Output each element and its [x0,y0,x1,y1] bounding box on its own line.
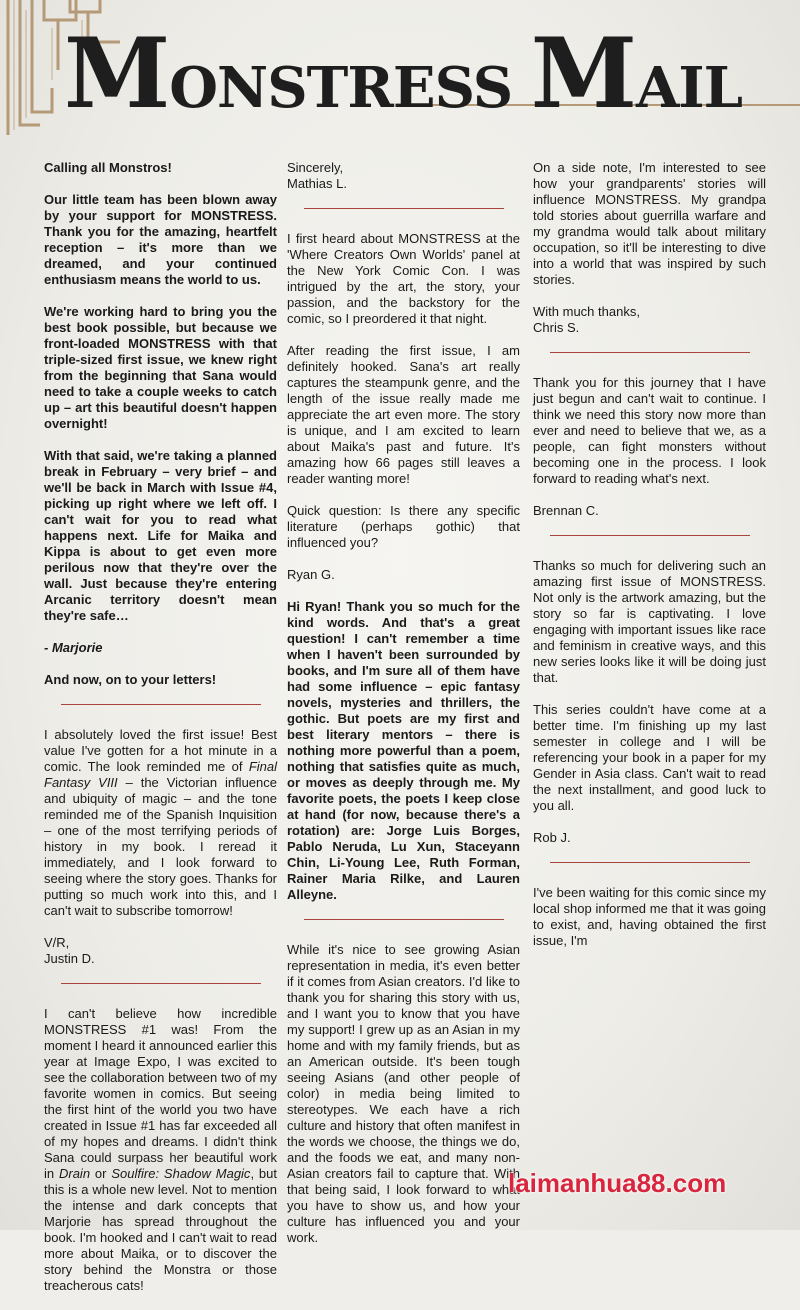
letter-justin-signature: V/R, Justin D. [44,935,95,966]
letter-rob-paragraph: Thanks so much for delivering such an amazing first issue of MONSTRESS. Not only is the artwork amazing, but the story so far is captivating. I love engaging with important issues like race and feminism in creative ways, and this new series looks like it will be doing just that. [533,558,766,685]
letter-separator [550,352,750,353]
letter-brennan-paragraph: Thank you for this journey that I have just begun and can't wait to continue. I think we need this story now more than ever and need to believe that we, as a people, can fight monsters without becoming one in the process. I look forward to reading what's next. [533,375,766,486]
letter-separator [304,919,504,920]
intro-greeting: Calling all Monstros! [44,160,172,175]
letter-separator [550,862,750,863]
letter-ryan-paragraph: Quick question: Is there any specific literature (perhaps gothic) that influenced you? [287,503,520,550]
column-1 [44,160,277,1310]
letter-rob-signature: Rob J. [533,830,571,845]
intro-paragraph: We're working hard to bring you the best book possible, but because we front-loaded MONSTRESS with that triple-sized first issue, we knew right from the beginning that Sana would need to take a couple weeks to catch up – art this beautiful doesn't happen overnight! [44,304,277,431]
letter-separator [550,535,750,536]
letter-separator [61,704,261,705]
letter-mathias-body: I can't believe how incredible MONSTRESS #1 was! From the moment I heard it announced earlier this year at Image Expo, I was excited to see the collaboration between two of my favorite women in comics. But seeing the first hint of the world you two have created in Issue #1 has far exceeded all of my hopes and dreams. I didn't think Sana could surpass her beautiful work in Drain or Soulfire: Shadow Magic, but this is a whole new level. Not to mention the intense and dark concepts that Marjorie has spread throughout the book. I'm hooked and I can't wait to read more about Maika, or to discover the story behind the Monstra or those treacherous cats! [44,1006,277,1293]
column-3 [533,160,766,965]
letter-separator [61,983,261,984]
letter-mathias-signature: Sincerely, Mathias L. [287,160,347,191]
letter-ryan-signature: Ryan G. [287,567,335,582]
letter-separator [304,208,504,209]
letter-chris-paragraph: On a side note, I'm interested to see how your grandparents' stories will influence MONSTRESS. My grandpa told stories about guerrilla warfare and my grandma would talk about military occupation, so it'll be interesting to dive into a world that was inspired by such stories. [533,160,766,287]
intro-outro: And now, on to your letters! [44,672,217,687]
letter-ryan-paragraph: I first heard about MONSTRESS at the 'Where Creators Own Worlds' panel at the New York Comic Con. I was intrigued by the art, the story, your passion, and the backstory for the comic, so I preordered it that night. [287,231,520,326]
intro-paragraph: With that said, we're taking a planned break in February – very brief – and we'll be back in March with Issue #4, picking up right where we left off. I can't wait for you to read what happens next. Life for Maika and Kippa is about to get even more perilous now that they're over the wall. Just because they're entering Arcanic territory doesn't mean they're safe… [44,448,277,623]
letter-rob-paragraph: This series couldn't have come at a better time. I'm finishing up my last semester in college and I will be referencing your book in a paper for my Gender in Asia class. Can't wait to read the next installment, and good luck to you all. [533,702,766,813]
letter-justin-body: I absolutely loved the first issue! Best value I've gotten for a hot minute in a comic. The look reminded me of Final Fantasy VIII – the Victorian influence and ubiquity of magic – and the tone reminded me of the Spanish Inquisition – one of the most terrifying periods of history in my book. I reread it immediately, and I look forward to seeing where the story goes. Thanks for putting so much work into this, and I can't wait to subscribe tomorrow! [44,727,277,918]
masthead-title: MONSTRESS MAIL [64,17,743,130]
letter-ryan-paragraph: After reading the first issue, I am definitely hooked. Sana's art really captures the steampunk genre, and the length of the issue really made me appreciate the art even more. The story is unique, and I am excited to learn about Maika's past and future. It's amazing how 66 pages still leaves a reader wanting more! [287,343,520,486]
intro-paragraph: Our little team has been blown away by your support for MONSTRESS. Thank you for the amazing, heartfelt reception – it's more than we dreamed, and your continued enthusiasm means the world to us. [44,192,277,287]
letter-chris-signature: With much thanks, Chris S. [533,304,640,335]
column-2 [287,160,520,1262]
letter-chris-paragraph: While it's nice to see growing Asian representation in media, it's even better if it comes from Asian creators. I'd like to thank you for sharing this story with us, and I want you to know that you have my support! I grew up as an Asian in my home and with my family friends, but as an American outside. It's been tough seeing Asians (and other people of color) in media being limited to stereotypes. We each have a rich culture and history that often manifest in the words we choose, the things we do, and the foods we eat, and many non-Asian creators fail to capture that. With that being said, I look forward to what you have to show us, and how your culture has influenced you and your work. [287,942,520,1245]
letter-last-paragraph: I've been waiting for this comic since my local shop informed me that it was going to exist, and, having obtained the first issue, I'm [533,885,766,948]
watermark-text: laimanhua88.com [508,1168,727,1198]
reply-to-ryan: Hi Ryan! Thank you so much for the kind words. And that's a great question! I can't remember a time when I haven't been surrounded by books, and I'm sure all of them have had some influence – epic fantasy novels, mysteries and thrillers, the gothic. But poets are my first and best literary mentors – there is nothing more powerful than a poem, nothing that satisfies quite as much, or moves as deeply through me. My favorite poets, the poets I keep close at hand (for now, because there's a rotation) are: Jorge Luis Borges, Pablo Neruda, Lu Xun, Staceyann Chin, Li-Young Lee, Ruth Forman, Rainer Maria Rilke, and Lauren Alleyne. [287,599,520,902]
intro-signature: - Marjorie [44,640,103,655]
letter-brennan-signature: Brennan C. [533,503,599,518]
